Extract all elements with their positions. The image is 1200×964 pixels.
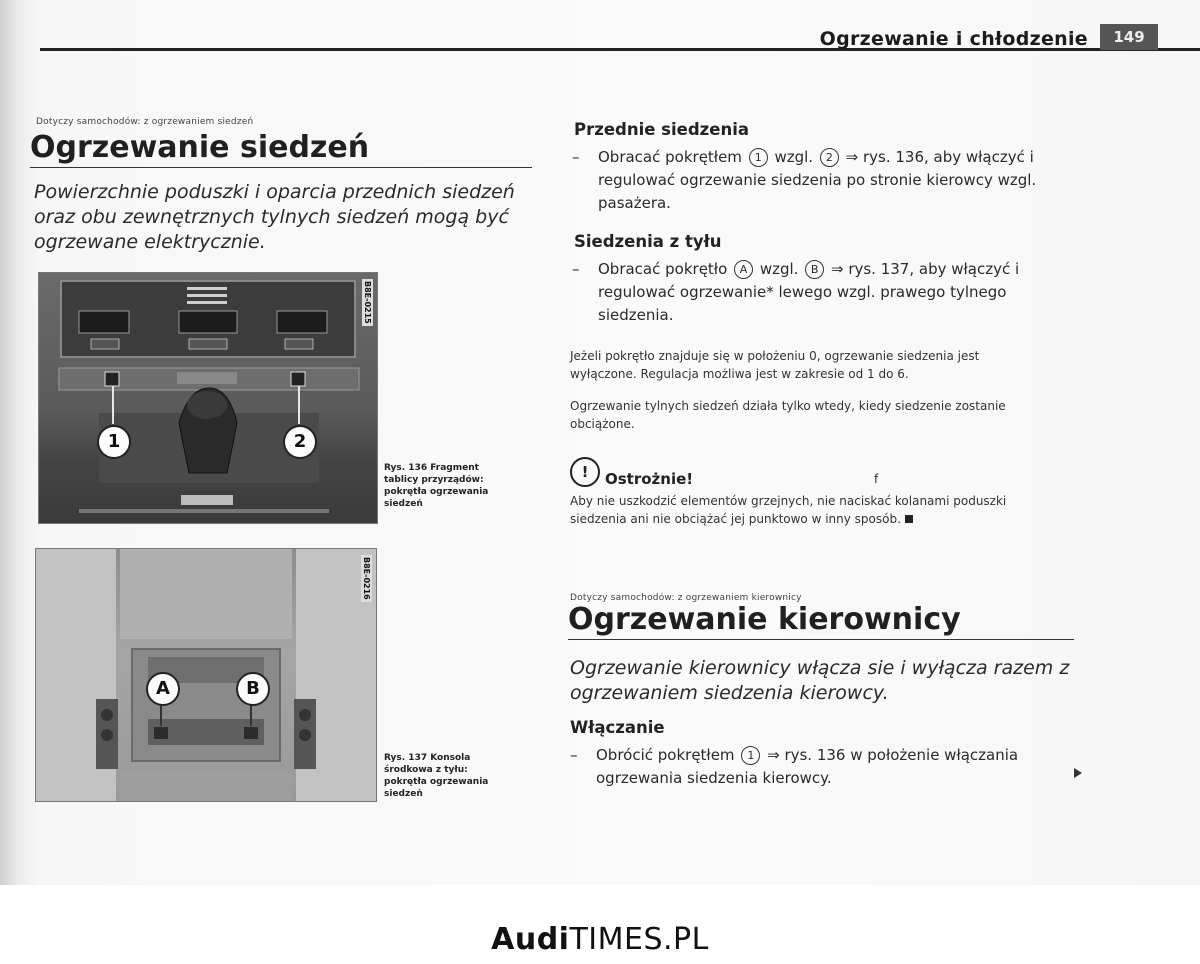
- context-note-seat-heating: Dotyczy samochodów: z ogrzewaniem siedzeń: [36, 117, 254, 127]
- dashboard-illustration: [39, 273, 377, 523]
- figure-136-caption: Rys. 136 Fragment tablicy przyrządów: pokrętła ogrzewania siedzeń: [384, 463, 489, 509]
- subhead-switch-on: Włączanie: [570, 718, 665, 737]
- warning-mark: f: [874, 472, 879, 486]
- intro-seat-heating: Powierzchnie poduszki i oparcia przednich siedzeń oraz obu zewnętrznych tylnych siedzeń mogą być ogrzewane elektrycznie.: [34, 181, 515, 253]
- warning-text: Aby nie uszkodzić elementów grzejnych, nie naciskać kolanami poduszki siedzenia ani nie obciążać jej punktowo w inny sposób.: [570, 494, 1007, 526]
- step-text-part: ⇒ rys. 136, aby włączyć i regulować ogrzewanie siedzenia po stronie kierowcy wzgl. pasażera.: [598, 148, 1037, 212]
- step-dash: –: [572, 148, 580, 166]
- warning-text-block: [570, 492, 1050, 528]
- figure-137-photo: [35, 548, 377, 802]
- step-front-seats: [572, 146, 1048, 215]
- warning-title: Ostrożnie!: [605, 470, 694, 488]
- step-text-part: Obrócić pokrętłem: [596, 746, 735, 764]
- callout-2: 2: [283, 425, 317, 459]
- ref-circle-b: B: [805, 260, 824, 279]
- section-title-seat-heating: Ogrzewanie siedzeń: [30, 130, 532, 168]
- step-text-part: Obracać pokrętło: [598, 260, 728, 278]
- figure-137-caption: Rys. 137 Konsola środkowa z tyłu: pokrętła ogrzewania siedzeń: [384, 753, 489, 799]
- callout-1: 1: [97, 425, 131, 459]
- step-dash: –: [570, 746, 578, 764]
- callout-b: B: [236, 672, 270, 706]
- brand-bold: Audi: [491, 922, 570, 957]
- intro-steering-heating: Ogrzewanie kierownicy włącza sie i wyłącza razem z ogrzewaniem siedzenia kierowcy.: [570, 657, 1070, 704]
- step-text-part: ⇒ rys. 137, aby włączyć i regulować ogrzewanie* lewego wzgl. prawego tylnego siedzenia.: [598, 260, 1020, 324]
- end-of-section-icon: [905, 515, 913, 523]
- continue-arrow-icon: [1074, 768, 1082, 778]
- warning-icon: !: [570, 457, 600, 487]
- step-text-part: wzgl.: [759, 260, 799, 278]
- page-number: 149: [1100, 24, 1158, 50]
- ref-circle-2: 2: [820, 148, 839, 167]
- note-rear-load: Ogrzewanie tylnych siedzeń działa tylko wtedy, kiedy siedzenie zostanie obciążone.: [570, 399, 1006, 431]
- brand-rest: TIMES.PL: [569, 922, 709, 957]
- section-title-steering-heating: Ogrzewanie kierownicy: [568, 602, 1074, 640]
- context-note-steering-heating: Dotyczy samochodów: z ogrzewaniem kierownicy: [570, 593, 802, 603]
- rear-console-illustration: [36, 549, 376, 801]
- figure-136-code: B8E-0215: [363, 281, 372, 324]
- figure-137-code: B8E-0216: [362, 557, 371, 600]
- step-switch-on: [570, 744, 1066, 790]
- subhead-rear-seats: Siedzenia z tyłu: [574, 232, 722, 251]
- callout-1-leader: [112, 386, 114, 424]
- step-text-part: wzgl.: [774, 148, 814, 166]
- running-title: Ogrzewanie i chłodzenie: [819, 28, 1088, 50]
- footer-brand: [0, 922, 1200, 957]
- ref-circle-1: 1: [741, 746, 760, 765]
- figure-136-photo: [38, 272, 378, 524]
- callout-a: A: [146, 672, 180, 706]
- ref-circle-a: A: [734, 260, 753, 279]
- subhead-front-seats: Przednie siedzenia: [574, 120, 749, 139]
- note-knob-position: Jeżeli pokrętło znajduje się w położeniu 0, ogrzewanie siedzenia jest wyłączone. Regulacja możliwa jest w zakresie od 1 do 6.: [570, 349, 980, 381]
- step-text-part: Obracać pokrętłem: [598, 148, 742, 166]
- callout-2-leader: [298, 386, 300, 424]
- step-rear-seats: [572, 258, 1048, 327]
- ref-circle-1: 1: [749, 148, 768, 167]
- step-text-part: ⇒ rys. 136 w położenie włączania ogrzewania siedzenia kierowcy.: [596, 746, 1019, 787]
- step-dash: –: [572, 260, 580, 278]
